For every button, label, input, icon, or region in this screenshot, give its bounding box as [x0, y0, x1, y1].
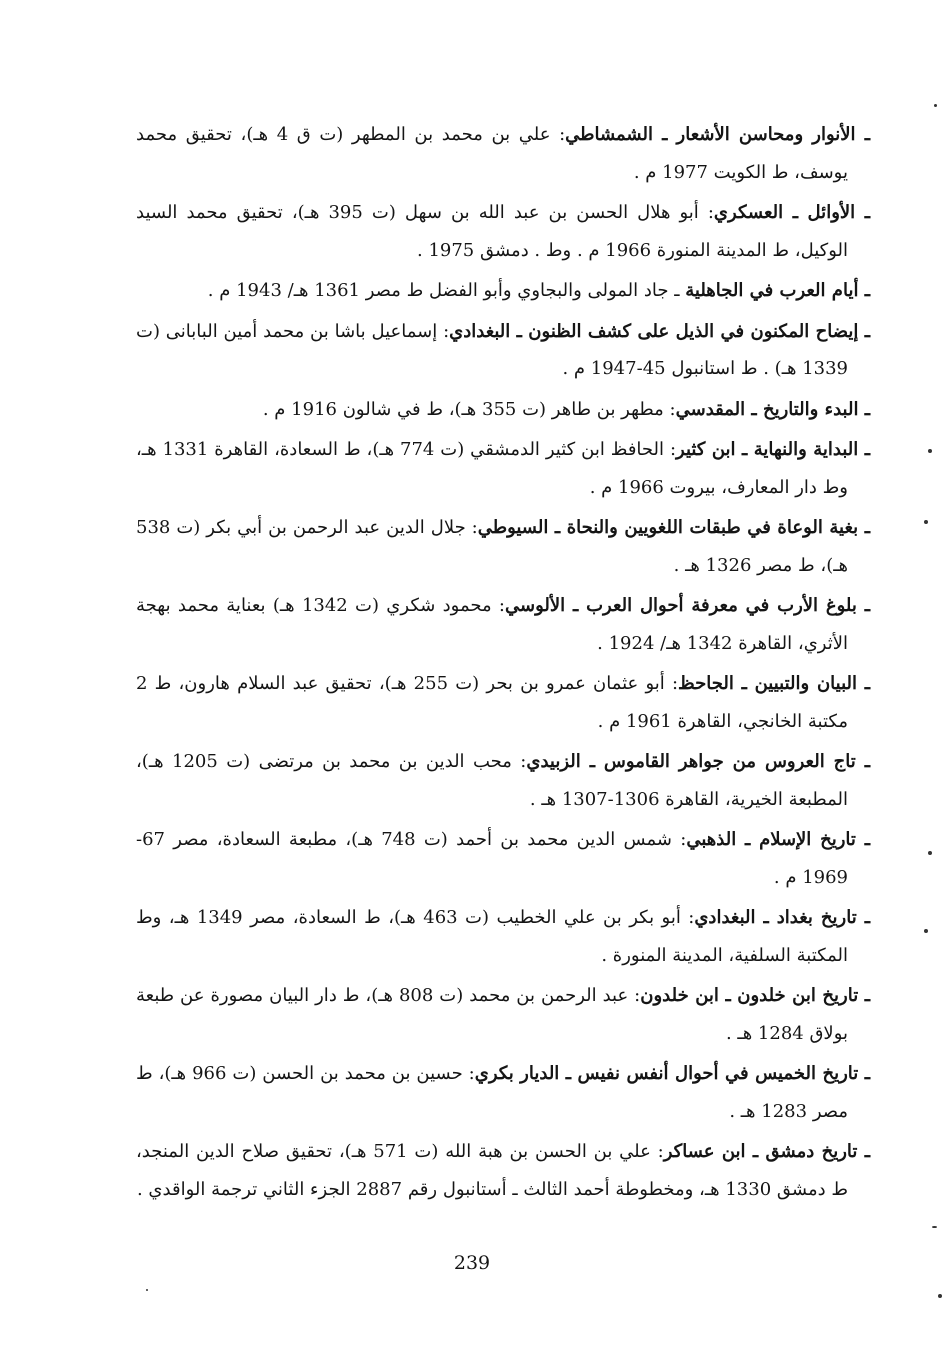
bibliography-entry	[136, 313, 870, 388]
entry-details: : جلال الدين عبد الرحمن بن أبي بكر (ت 538 هـ)، ط مصر 1326 هـ .	[136, 517, 848, 576]
bibliography-entry	[136, 272, 870, 310]
scan-speck	[924, 520, 928, 524]
bibliography-entry	[136, 587, 870, 662]
bibliography-entry	[136, 665, 870, 740]
scan-speck	[932, 1226, 937, 1228]
scan-speck	[928, 851, 932, 855]
entry-title: ـ إيضاح المكنون في الذيل على كشف الظنون ـ البغدادي	[449, 320, 870, 342]
entry-title: ـ تاج العروس من جواهر القاموس ـ الزبيدي	[526, 751, 870, 772]
bibliography-entry	[136, 743, 870, 818]
entry-details: : أبو بكر بن علي الخطيب (ت 463 هـ)، ط السعادة، مصر 1349 هـ، وط المكتبة السلفية، المدينة المنورة .	[136, 907, 848, 966]
bibliography-entry	[136, 1055, 870, 1130]
bibliography-entry	[136, 194, 870, 269]
entry-details: : إسماعيل باشا بن محمد أمين البابانى (ت 1339 هـ) . ط استانبول 45-1947 م .	[136, 320, 848, 379]
scan-speck	[924, 929, 928, 933]
entry-title: ـ البدء والتاريخ ـ المقدسي	[675, 398, 870, 420]
entry-title: ـ بغية الوعاة في طبقات اللغويين والنحاة ـ السيوطي	[477, 517, 870, 538]
entry-details: : علي بن محمد بن المطهر (ت ق 4 هـ)، تحقيق محمد يوسف، ط الكويت 1977 م .	[136, 124, 848, 183]
bibliography-entry	[136, 509, 870, 584]
entry-details: : محمود شكري (ت 1342 هـ) بعناية محمد بهجة الأثري، القاهرة 1342 هـ/ 1924 .	[136, 595, 848, 654]
entry-details: ـ جاد المولى والبجاوي وأبو الفضل ط مصر 1361 هـ/ 1943 م .	[207, 280, 686, 301]
entry-details: : علي بن الحسن بن هبة الله (ت 571 هـ)، تحقيق صلاح الدين المنجد، ط دمشق 1330 هـ، ومخطوطة أحمد الثالث ـ أستانبول رقم 2887 الجزء الثاني ترجمة الواقدي .	[136, 1141, 848, 1200]
entry-details: : أبو هلال الحسن بن عبد الله بن سهل (ت 395 هـ)، تحقيق محمد السيد الوكيل، ط المدينة المنورة 1966 م . وط . دمشق 1975 .	[136, 202, 848, 261]
entry-details: : مطهر بن طاهر (ت 355 هـ)، ط في شالون 1916 م .	[262, 398, 676, 420]
scan-speck	[934, 104, 937, 107]
entry-title: ـ أيام العرب في الجاهلية	[685, 280, 870, 301]
bibliography-entry	[136, 821, 870, 896]
bibliography-entry	[136, 391, 870, 429]
bibliography-entry	[136, 977, 870, 1052]
entry-title: ـ البداية والنهاية ـ ابن كثير	[676, 439, 871, 460]
entry-title: ـ الأوائل ـ العسكري	[713, 202, 871, 223]
entry-details: : شمس الدين محمد بن أحمد (ت 748 هـ)، مطبعة السعادة، مصر 67-1969 م .	[136, 829, 848, 888]
entry-title: ـ الأنوار ومحاسن الأشعار ـ الشمشاطي	[565, 124, 870, 145]
bibliography-entry	[136, 899, 870, 974]
entry-title: ـ تاريخ الخميس في أحوال أنفس نفيس ـ الديار بكري	[474, 1063, 871, 1084]
scan-speck	[146, 1289, 148, 1291]
scan-speck	[938, 1294, 942, 1298]
entry-details: : الحافظ ابن كثير الدمشقي (ت 774 هـ)، ط السعادة، القاهرة 1331 هـ، وط دار المعارف، بيروت 1966 م .	[136, 439, 848, 498]
entry-title: ـ تاريخ ابن خلدون ـ ابن خلدون	[640, 985, 871, 1006]
scan-speck	[928, 449, 932, 453]
entry-title: ـ تاريخ بغداد ـ البغدادي	[694, 907, 870, 928]
entry-title: ـ البيان والتبيين ـ الجاحظ	[678, 673, 871, 694]
page-number: 239	[453, 1252, 491, 1274]
bibliography-entry	[136, 116, 870, 191]
entry-details: : محب الدين بن محمد بن مرتضى (ت 1205 هـ)، المطبعة الخيرية، القاهرة 1306-1307 هـ .	[136, 751, 848, 810]
entry-title: ـ تاريخ دمشق ـ ابن عساكر	[663, 1141, 871, 1162]
bibliography-entry	[136, 431, 870, 506]
entry-details: : عبد الرحمن بن محمد (ت 808 هـ)، ط دار البيان مصورة عن طبعة بولاق 1284 هـ .	[136, 985, 848, 1044]
bibliography-list	[136, 116, 870, 1211]
entry-title: ـ تاريخ الإسلام ـ الذهبي	[686, 829, 870, 850]
bibliography-entry	[136, 1133, 870, 1208]
entry-details: : أبو عثمان عمرو بن بحر (ت 255 هـ)، تحقيق عبد السلام هارون، ط 2 مكتبة الخانجي، القاهرة 1961 م .	[136, 673, 848, 732]
entry-title: ـ بلوغ الأرب في معرفة أحوال العرب ـ الألوسي	[505, 595, 870, 616]
entry-details: : حسين بن محمد بن الحسن (ت 966 هـ)، ط مصر 1283 هـ .	[136, 1063, 848, 1122]
